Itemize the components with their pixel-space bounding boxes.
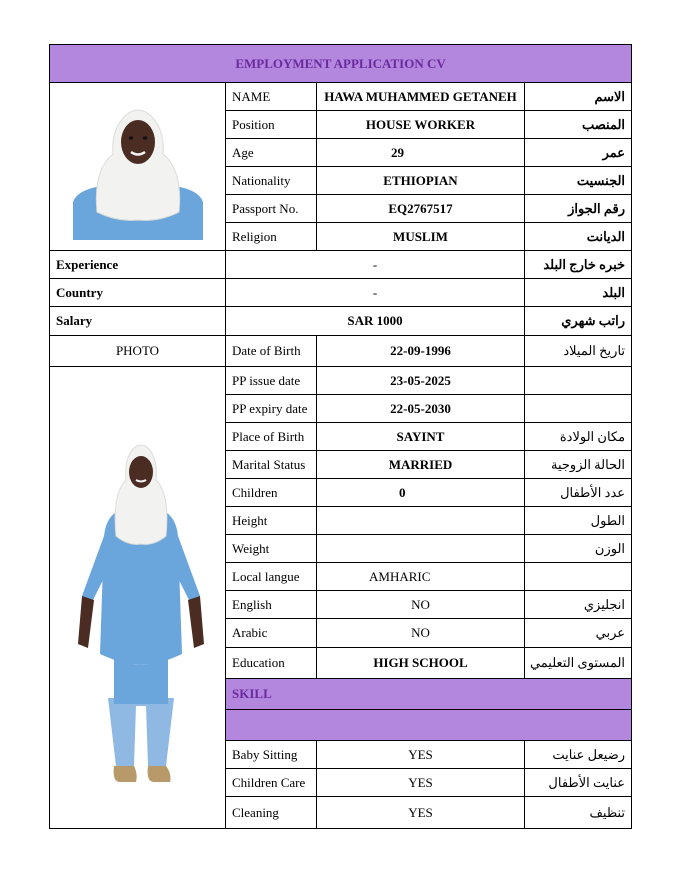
weight-label: Weight xyxy=(226,535,317,563)
children-care-arabic: عنايت الأطفال xyxy=(525,769,632,797)
baby-sitting-label: Baby Sitting xyxy=(226,741,317,769)
experience-arabic: خبره خارج البلد xyxy=(525,251,632,279)
cv-table xyxy=(49,44,632,829)
pp-issue-arabic xyxy=(525,367,632,395)
local-language-label: Local langue xyxy=(226,563,317,591)
nationality-value: ETHIOPIAN xyxy=(317,167,525,195)
pp-issue-value: 23-05-2025 xyxy=(317,367,525,395)
children-value: 0 xyxy=(317,479,525,507)
english-label: English xyxy=(226,591,317,619)
weight-arabic: الوزن xyxy=(525,535,632,563)
place-of-birth-arabic: مكان الولادة xyxy=(525,423,632,451)
position-arabic: المنصب xyxy=(525,111,632,139)
position-label: Position xyxy=(226,111,317,139)
skill-header: SKILL xyxy=(226,679,632,710)
height-value xyxy=(317,507,525,535)
education-value: HIGH SCHOOL xyxy=(317,648,525,679)
baby-sitting-value: YES xyxy=(317,741,525,769)
arabic-arabic: عربي xyxy=(525,619,632,648)
age-label: Age xyxy=(226,139,317,167)
salary-value: SAR 1000 xyxy=(226,307,525,336)
marital-status-value: MARRIED xyxy=(317,451,525,479)
cleaning-arabic: تنظيف xyxy=(525,797,632,829)
children-label: Children xyxy=(226,479,317,507)
passport-value: EQ2767517 xyxy=(317,195,525,223)
pp-issue-label: PP issue date xyxy=(226,367,317,395)
baby-sitting-arabic: رضيعل عنايت xyxy=(525,741,632,769)
pp-expiry-label: PP expiry date xyxy=(226,395,317,423)
age-value: 29 xyxy=(317,139,525,167)
name-value: HAWA MUHAMMED GETANEH xyxy=(317,83,525,111)
education-arabic: المستوى التعليمي xyxy=(525,648,632,679)
headshot-image xyxy=(63,90,213,240)
full-body-image xyxy=(56,386,226,806)
local-language-value: AMHARIC xyxy=(317,563,525,591)
country-arabic: البلد xyxy=(525,279,632,307)
nationality-label: Nationality xyxy=(226,167,317,195)
local-language-arabic xyxy=(525,563,632,591)
cleaning-label: Cleaning xyxy=(226,797,317,829)
weight-value xyxy=(317,535,525,563)
nationality-arabic: الجنسيت xyxy=(525,167,632,195)
full-body-photo xyxy=(50,367,226,829)
height-arabic: الطول xyxy=(525,507,632,535)
place-of-birth-value: SAYINT xyxy=(317,423,525,451)
age-arabic: عمر xyxy=(525,139,632,167)
religion-arabic: الديانت xyxy=(525,223,632,251)
cv-title: EMPLOYMENT APPLICATION CV xyxy=(50,45,632,83)
religion-label: Religion xyxy=(226,223,317,251)
salary-arabic: راتب شهري xyxy=(525,307,632,336)
experience-label: Experience xyxy=(50,251,226,279)
passport-label: Passport No. xyxy=(226,195,317,223)
children-arabic: عدد الأطفال xyxy=(525,479,632,507)
dob-arabic: تاريخ الميلاد xyxy=(525,336,632,367)
education-label: Education xyxy=(226,648,317,679)
marital-status-label: Marital Status xyxy=(226,451,317,479)
pp-expiry-value: 22-05-2030 xyxy=(317,395,525,423)
marital-status-arabic: الحالة الزوجية xyxy=(525,451,632,479)
photo-label: PHOTO xyxy=(50,336,226,367)
children-care-label: Children Care xyxy=(226,769,317,797)
arabic-value: NO xyxy=(317,619,525,648)
religion-value: MUSLIM xyxy=(317,223,525,251)
passport-arabic: رقم الجواز xyxy=(525,195,632,223)
children-care-value: YES xyxy=(317,769,525,797)
place-of-birth-label: Place of Birth xyxy=(226,423,317,451)
english-value: NO xyxy=(317,591,525,619)
salary-label: Salary xyxy=(50,307,226,336)
headshot-photo xyxy=(50,83,226,251)
english-arabic: انجليزي xyxy=(525,591,632,619)
dob-label: Date of Birth xyxy=(226,336,317,367)
experience-value: - xyxy=(226,251,525,279)
skill-spacer-bar xyxy=(226,710,632,741)
name-arabic: الاسم xyxy=(525,83,632,111)
country-label: Country xyxy=(50,279,226,307)
dob-value: 22-09-1996 xyxy=(317,336,525,367)
cleaning-value: YES xyxy=(317,797,525,829)
pp-expiry-arabic xyxy=(525,395,632,423)
position-value: HOUSE WORKER xyxy=(317,111,525,139)
country-value: - xyxy=(226,279,525,307)
height-label: Height xyxy=(226,507,317,535)
arabic-label: Arabic xyxy=(226,619,317,648)
name-label: NAME xyxy=(226,83,317,111)
